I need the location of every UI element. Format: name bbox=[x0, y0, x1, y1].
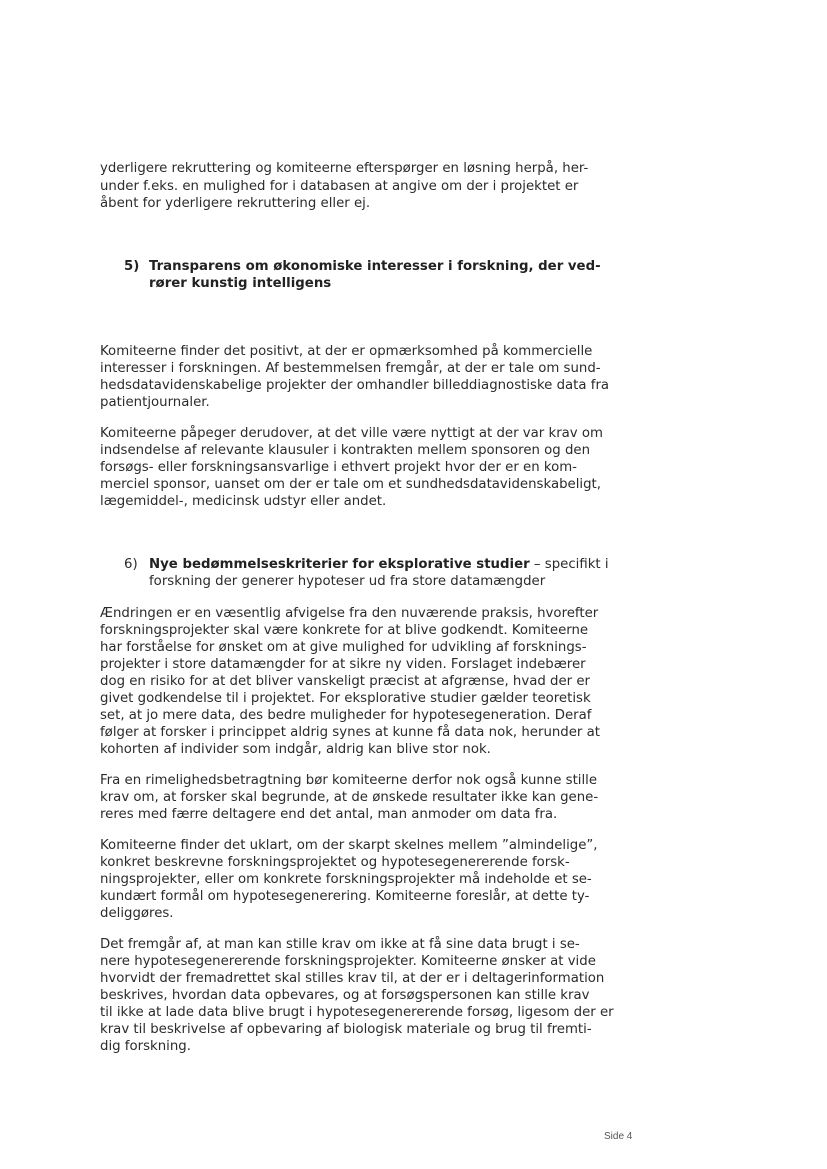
text-line: indsendelse af relevante klausuler i kontrakten mellem sponsoren og den bbox=[100, 443, 591, 458]
text-line: yderligere rekruttering og komiteerne efterspørger en løsning herpå, her- bbox=[100, 161, 589, 176]
page-number: Side 4 bbox=[604, 1131, 633, 1142]
text-line: har forståelse for ønsket om at give mulighed for udvikling af forsknings- bbox=[100, 640, 587, 655]
text-line: følger at forsker i princippet aldrig synes at kunne få data nok, herunder at bbox=[100, 725, 600, 740]
text-line: dig forskning. bbox=[100, 1039, 191, 1054]
text-line: hvorvidt der fremadrettet skal stilles krav til, at der er i deltagerinformation bbox=[100, 971, 605, 986]
text-line: Komiteerne finder det uklart, om der skarpt skelnes mellem ”almindelige”, bbox=[100, 838, 598, 853]
text-line: forskningsprojekter skal være konkrete for at blive godkendt. Komiteerne bbox=[100, 623, 589, 638]
text-line: Komiteerne finder det positivt, at der er opmærksomhed på kommercielle bbox=[100, 344, 593, 359]
text-line: Fra en rimelighedsbetragtning bør komiteerne derfor nok også kunne stille bbox=[100, 773, 598, 788]
text-line: kundært formål om hypotesegenerering. Komiteerne foreslår, at dette ty- bbox=[100, 889, 590, 904]
text-line: deliggøres. bbox=[100, 906, 174, 921]
text-line: Det fremgår af, at man kan stille krav om ikke at få sine data brugt i se- bbox=[100, 937, 580, 952]
text-line: kohorten af individer som indgår, aldrig kan blive stor nok. bbox=[100, 742, 491, 757]
text-line: patientjournaler. bbox=[100, 395, 210, 410]
text-line: Ændringen er en væsentlig afvigelse fra den nuværende praksis, hvorefter bbox=[100, 606, 599, 621]
text-line: projekter i store datamængder for at sikre ny viden. Forslaget indebærer bbox=[100, 657, 586, 672]
text-line: åbent for yderligere rekruttering eller ej. bbox=[100, 196, 371, 211]
text-line: nere hypotesegenererende forskningsprojekter. Komiteerne ønsker at vide bbox=[100, 954, 596, 969]
text-line: under f.eks. en mulighed for i databasen at angive om der i projektet er bbox=[100, 179, 579, 194]
text-line: beskrives, hvordan data opbevares, og at forsøgspersonen kan stille krav bbox=[100, 988, 590, 1003]
text-line: interesser i forskningen. Af bestemmelsen fremgår, at der er tale om sund- bbox=[100, 361, 601, 376]
section-title-line: forskning der generer hypoteser ud fra store datamængder bbox=[149, 574, 546, 589]
text-line: krav om, at forsker skal begrunde, at de ønskede resultater ikke kan gene- bbox=[100, 790, 599, 805]
text-line: Komiteerne påpeger derudover, at det ville være nyttigt at der var krav om bbox=[100, 426, 603, 441]
text-line: dog en risiko for at det bliver vanskeligt præcist at afgrænse, hvad der er bbox=[100, 674, 591, 689]
text-line: reres med færre deltagere end det antal, man anmoder om data fra. bbox=[100, 807, 558, 822]
section-number: 5) bbox=[124, 259, 140, 274]
text-line: til ikke at lade data blive brugt i hypotesegenererende forsøg, ligesom der er bbox=[100, 1005, 614, 1020]
section-title-bold: Nye bedømmelseskriterier for eksplorative studier bbox=[149, 557, 530, 572]
text-line: krav til beskrivelse af opbevaring af biologisk materiale og brug til fremti- bbox=[100, 1022, 592, 1037]
section-title-rest: – specifikt i bbox=[529, 557, 609, 572]
text-line: konkret beskrevne forskningsprojektet og hypotesegenererende forsk- bbox=[100, 855, 570, 870]
text-line: set, at jo mere data, des bedre muligheder for hypotesegeneration. Deraf bbox=[100, 708, 592, 723]
text-line: forsøgs- eller forskningsansvarlige i ethvert projekt hvor der er en kom- bbox=[100, 460, 577, 475]
section-number: 6) bbox=[124, 557, 138, 572]
section-title-line: Transparens om økonomiske interesser i forskning, der ved- bbox=[149, 259, 601, 274]
section-title-line: rører kunstig intelligens bbox=[149, 276, 332, 291]
text-line: givet godkendelse til i projektet. For eksplorative studier gælder teoretisk bbox=[100, 691, 591, 706]
section-title-line bbox=[149, 556, 609, 573]
text-line: ningsprojekter, eller om konkrete forskningsprojekter må indeholde et se- bbox=[100, 872, 592, 887]
text-line: hedsdatavidenskabelige projekter der omhandler billeddiagnostiske data fra bbox=[100, 378, 610, 393]
text-line: lægemiddel-, medicinsk udstyr eller andet. bbox=[100, 494, 387, 509]
text-line: merciel sponsor, uanset om der er tale om et sundhedsdatavidenskabeligt, bbox=[100, 477, 601, 492]
